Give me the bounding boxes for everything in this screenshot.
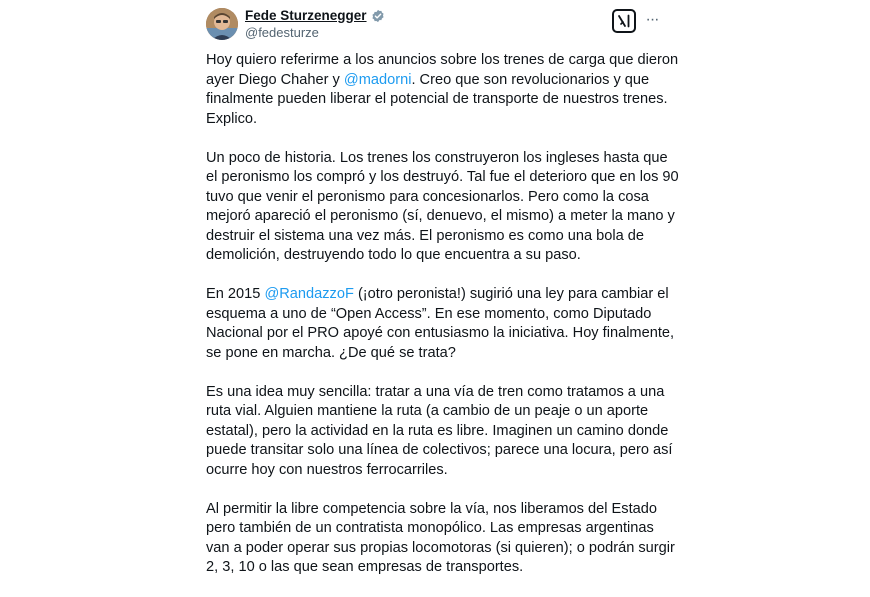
author-display-name[interactable]: Fede Sturzenegger (245, 8, 367, 23)
mention-link[interactable]: @madorni (343, 71, 412, 88)
tweet-line: ruta vial. Alguien mantiene la ruta (a cambio de un peaje o un aporte (206, 403, 649, 419)
tweet-line: ocurre hoy con nuestros ferrocarriles. (206, 461, 448, 478)
tweet-line: destruir el sistema una vez más. El peronismo es como una bola de (206, 227, 645, 244)
tweet-line: puede transitar solo una línea de colectivos; parece una locura, pero así (206, 442, 673, 458)
text-segment: (¡otro peronista!) sugirió una ley para cambiar el (353, 286, 669, 302)
tweet-text (206, 51, 679, 597)
author-handle[interactable]: @fedesturze (245, 25, 319, 40)
more-button[interactable] (642, 8, 662, 32)
tweet-line: finalmente pueden liberar el potencial de transporte de nuestros trenes. (206, 91, 668, 107)
tweet-line: Es una idea muy sencilla: tratar a una vía de tren como tratamos a una (206, 383, 665, 400)
tweet-line: esquema a uno de “Open Access”. En ese momento, como Diputado (206, 305, 652, 322)
tweet-line: estatal), pero la actividad en la ruta es libre. Imaginen un camino donde (206, 422, 669, 439)
tweet-line: Nacional por el PRO apoyé con entusiasmo la iniciativa. Hoy finalmente, (206, 325, 675, 341)
author-block (245, 8, 385, 41)
tweet-line: tuvo que venir el peronismo para concesionarlos. Pero como la cosa (206, 188, 649, 205)
avatar[interactable] (206, 8, 238, 40)
tweet-paragraph (206, 500, 675, 578)
tweet-line: el peronismo los compró y los destruyó. Tal fue el deterioro que en los 90 (206, 169, 679, 185)
tweet-line: Un poco de historia. Los trenes los construyeron los ingleses hasta que (206, 149, 668, 166)
verified-badge-icon[interactable] (371, 9, 385, 23)
avatar-photo (206, 8, 238, 40)
tweet-line: 2, 3, 10 o las que sean empresas de transportes. (206, 559, 524, 575)
grok-icon (617, 14, 631, 28)
tweet-line: van a poder operar sus propias locomotoras (si quieren); o podrán surgir (206, 539, 675, 556)
more-icon: ··· (645, 11, 659, 28)
tweet-line: se pone en marcha. ¿De qué se trata? (206, 344, 456, 361)
tweet-line: Al permitir la libre competencia sobre la vía, nos liberamos del Estado (206, 500, 657, 517)
tweet-paragraph (206, 383, 673, 481)
tweet-card (190, 0, 679, 580)
tweet-line (206, 71, 666, 91)
tweet-header (190, 0, 670, 50)
text-segment: ayer Diego Chaher y (206, 71, 344, 88)
grok-button[interactable] (612, 9, 636, 33)
tweet-line: mejoró apareció el peronismo (sí, denuevo, el mismo) a meter la mano y (206, 208, 675, 224)
tweet-line: Hoy quiero referirme a los anuncios sobre los trenes de carga que dieron (206, 52, 679, 68)
tweet-line: demolición, destruyendo todo lo que encuentra a su paso. (206, 247, 581, 263)
tweet-paragraph (206, 285, 675, 363)
tweet-paragraph (206, 51, 679, 129)
tweet-line: Explico. (206, 110, 258, 127)
text-segment: En 2015 (206, 286, 265, 302)
mention-link[interactable]: @RandazzoF (264, 286, 354, 302)
tweet-paragraph (206, 149, 679, 266)
tweet-line: pero también de un contratista monopólico. Las empresas argentinas (206, 520, 654, 536)
text-segment: . Creo que son revolucionarios y que (411, 71, 650, 88)
tweet-line (206, 285, 669, 305)
